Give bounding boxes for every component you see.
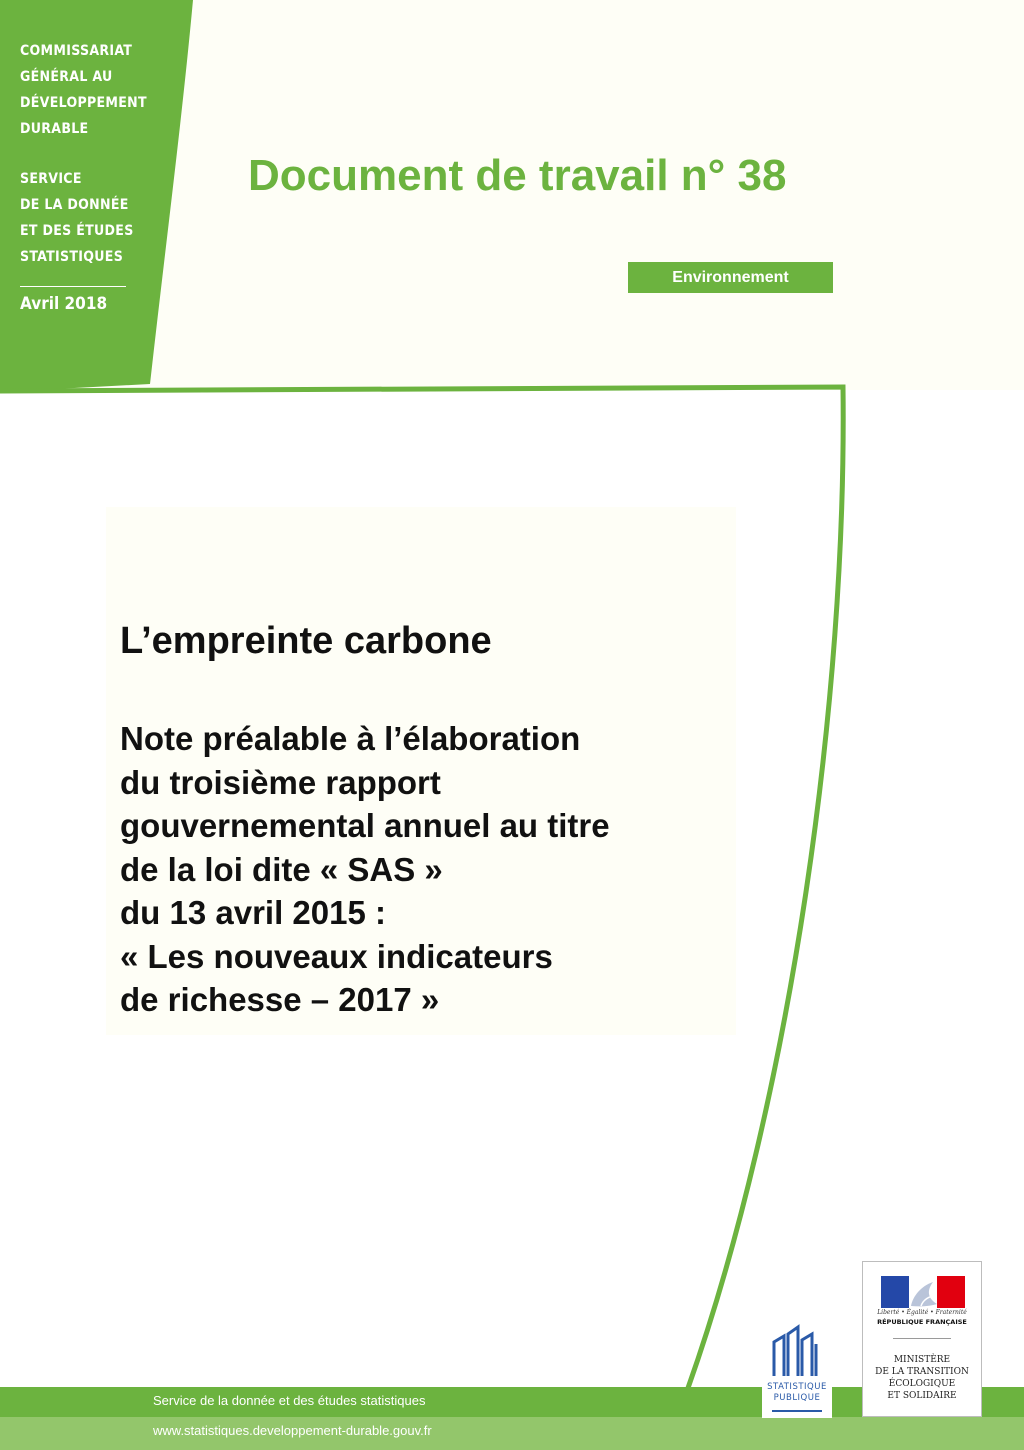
- service-line: SERVICE: [20, 171, 82, 187]
- statistique-logo-text: [762, 1382, 832, 1404]
- footer-service: Service de la donnée et des études statistiques: [153, 1393, 426, 1408]
- ministry-divider: [893, 1338, 951, 1339]
- document-title: Document de travail n° 38: [248, 151, 787, 200]
- service-name: [20, 166, 170, 270]
- title-box: [106, 507, 736, 1035]
- org-line: DÉVELOPPEMENT: [20, 95, 147, 111]
- subtitle-line: de richesse – 2017 »: [120, 981, 440, 1018]
- marianne-flag-icon: [881, 1276, 965, 1308]
- statistique-line: STATISTIQUE: [767, 1382, 827, 1392]
- ministry-line: ÉCOLOGIQUE: [888, 1379, 956, 1389]
- subtitle-line: de la loi dite « SAS »: [120, 850, 443, 888]
- service-line: ET DES ÉTUDES: [20, 223, 134, 239]
- ministry-name: [863, 1354, 981, 1402]
- service-line: STATISTIQUES: [20, 249, 124, 265]
- ministry-line: ET SOLIDAIRE: [887, 1391, 957, 1401]
- organization-name: [20, 38, 170, 142]
- org-line: GÉNÉRAL AU: [20, 69, 113, 85]
- statistique-publique-logo: [762, 1318, 832, 1418]
- ministry-line: MINISTÈRE: [893, 1355, 951, 1365]
- main-title: L’empreinte carbone: [120, 620, 492, 662]
- org-line: DURABLE: [20, 121, 89, 137]
- date-divider: [20, 286, 126, 287]
- subtitle-line: Note préalable à l’élaboration: [120, 720, 581, 757]
- publication-date: Avril 2018: [20, 294, 108, 314]
- subtitle-line: du 13 avril 2015 :: [120, 894, 386, 931]
- subtitle-line: gouvernemental annuel au titre: [120, 807, 610, 844]
- subtitle: [120, 717, 610, 1022]
- ministry-line: DE LA TRANSITION: [875, 1367, 969, 1377]
- service-line: DE LA DONNÉE: [20, 197, 129, 213]
- subtitle-line: « Les nouveaux indicateurs: [120, 937, 553, 975]
- statistique-line: PUBLIQUE: [773, 1393, 821, 1403]
- category-badge: Environnement: [628, 262, 833, 293]
- ministry-logo: [862, 1261, 982, 1417]
- republic-motto: Liberté • Égalité • Fraternité: [877, 1309, 967, 1316]
- republic-name: RÉPUBLIQUE FRANÇAISE: [877, 1318, 967, 1326]
- subtitle-line: du troisième rapport: [120, 763, 441, 801]
- statistique-logo-underline: [772, 1410, 822, 1412]
- columns-icon: [770, 1322, 824, 1378]
- footer-url-link[interactable]: www.statistiques.developpement-durable.gouv.fr: [153, 1423, 432, 1438]
- org-line: COMMISSARIAT: [20, 43, 133, 59]
